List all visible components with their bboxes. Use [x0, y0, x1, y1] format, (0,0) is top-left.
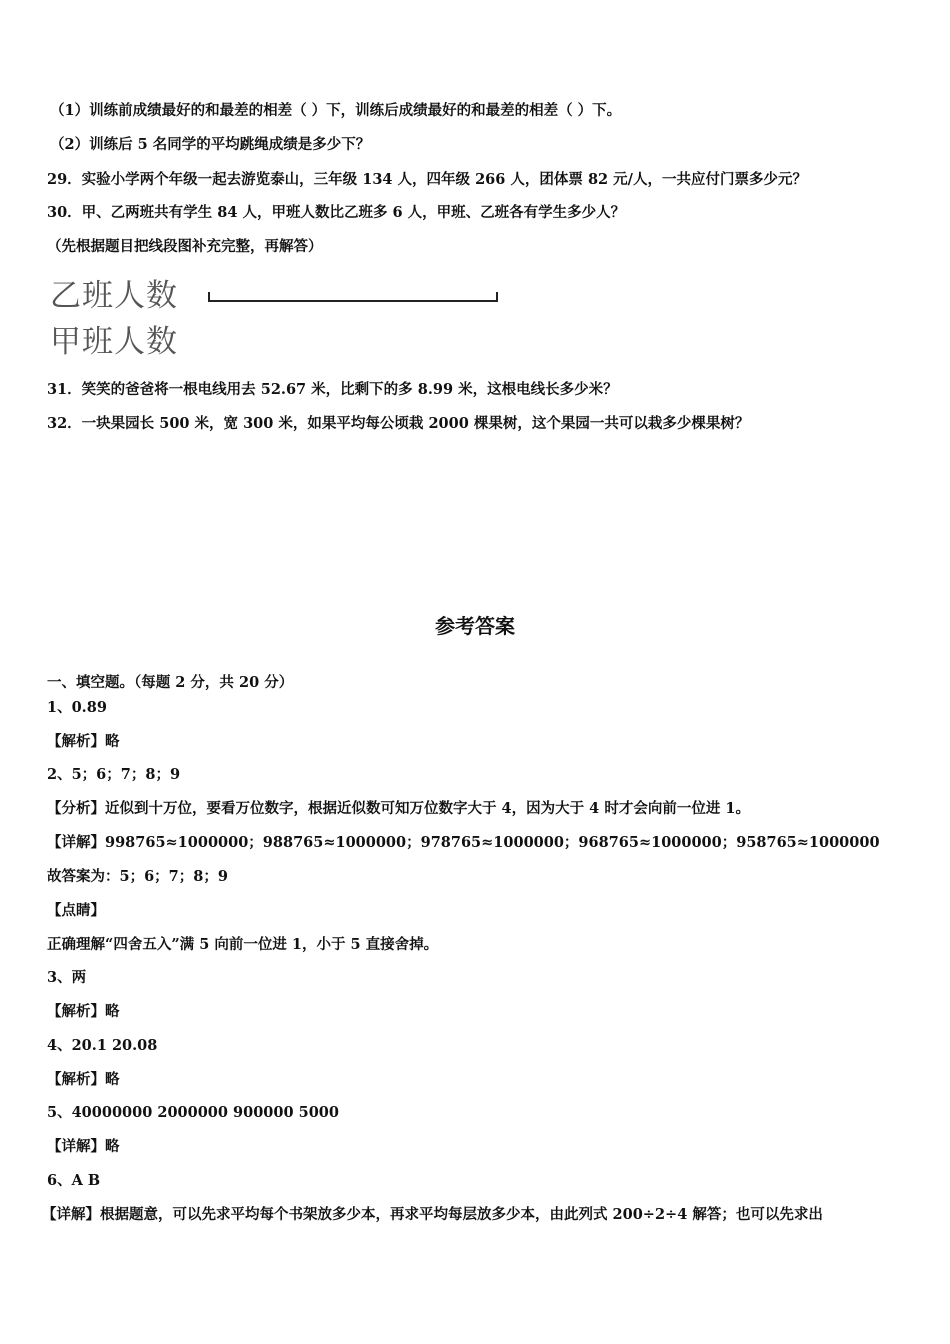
answer-3-analysis: 【解析】略 — [47, 1003, 120, 1020]
answer-2-point: 【点睛】 — [47, 902, 105, 919]
answer-5-detail: 【详解】略 — [47, 1138, 120, 1155]
answers-title: 参考答案 — [435, 614, 515, 638]
question-31: 31．笑笑的爸爸将一根电线用去 52.67 米，比剩下的多 8.99 米，这根电线长多少米？ — [47, 381, 618, 398]
class-a-label: 甲班人数 — [50, 324, 178, 360]
answer-1: 1、0.89 — [47, 699, 107, 716]
answer-2: 2、5；6；7；8；9 — [47, 766, 181, 783]
answer-6-detail: 【详解】根据题意，可以先求平均每个书架放多少本，再求平均每层放多少本，由此列式 200÷2÷4 解答；也可以先求出 — [42, 1206, 823, 1223]
section-1-heading: 一、填空题。（每题 2 分，共 20 分） — [47, 674, 294, 691]
question-28-part1: （1）训练前成绩最好的和最差的相差（ ）下，训练后成绩最好的和最差的相差（ ）下。 — [50, 102, 622, 119]
answer-2-analysis: 【分析】近似到十万位，要看万位数字，根据近似数可知万位数字大于 4，因为大于 4 时才会向前一位进 1。 — [47, 800, 750, 817]
answer-4: 4、20.1 20.08 — [47, 1037, 158, 1054]
answer-2-final: 故答案为：5；6；7；8；9 — [47, 868, 228, 885]
class-b-segment — [208, 292, 498, 302]
question-32: 32．一块果园长 500 米，宽 300 米，如果平均每公顷栽 2000 棵果树，这个果园一共可以栽多少棵果树？ — [47, 415, 750, 432]
line-segment-figure — [42, 268, 510, 360]
question-29: 29．实验小学两个年级一起去游览泰山，三年级 134 人，四年级 266 人，团体票 82 元/人，一共应付门票多少元？ — [47, 171, 807, 188]
answer-2-point-text: 正确理解“四舍五入”满 5 向前一位进 1，小于 5 直接舍掉。 — [47, 936, 439, 953]
answer-4-analysis: 【解析】略 — [47, 1071, 120, 1088]
question-30: 30．甲、乙两班共有学生 84 人，甲班人数比乙班多 6 人，甲班、乙班各有学生多少人？ — [47, 204, 626, 221]
question-28-part2: （2）训练后 5 名同学的平均跳绳成绩是多少下？ — [50, 136, 371, 153]
answer-5: 5、40000000 2000000 900000 5000 — [47, 1104, 339, 1121]
question-30-note: （先根据题目把线段图补充完整，再解答） — [47, 238, 323, 255]
answer-3: 3、两 — [47, 969, 87, 986]
answer-6: 6、A B — [47, 1172, 101, 1189]
class-b-label: 乙班人数 — [50, 278, 178, 314]
answer-2-detail: 【详解】998765≈1000000；988765≈1000000；978765≈1000000；968765≈1000000；958765≈1000000 — [47, 834, 880, 851]
answer-1-analysis: 【解析】略 — [47, 733, 120, 750]
